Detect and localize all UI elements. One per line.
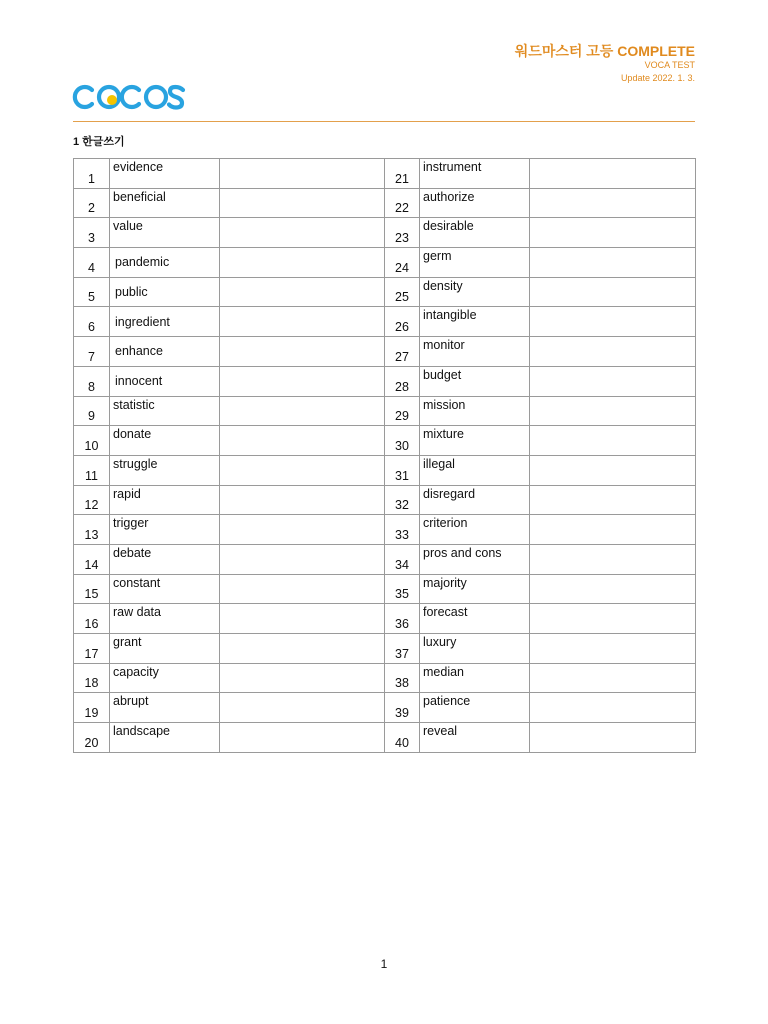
vocab-word: instrument (420, 159, 530, 189)
answer-cell[interactable] (220, 248, 385, 278)
vocab-word: median (420, 663, 530, 693)
document-header (515, 43, 695, 85)
item-number: 1 (74, 159, 110, 189)
answer-cell[interactable] (220, 485, 385, 515)
item-number: 39 (385, 693, 420, 723)
vocab-word: patience (420, 693, 530, 723)
item-number: 3 (74, 218, 110, 248)
vocab-word: landscape (110, 723, 220, 753)
table-row (74, 693, 696, 723)
page-number: 1 (380, 957, 388, 971)
item-number: 29 (385, 396, 420, 426)
vocab-word: luxury (420, 634, 530, 664)
item-number: 21 (385, 159, 420, 189)
vocab-word: criterion (420, 515, 530, 545)
item-number: 7 (74, 337, 110, 367)
table-row (74, 218, 696, 248)
update-date: Update 2022. 1. 3. (620, 73, 695, 83)
item-number: 16 (74, 604, 110, 634)
answer-cell[interactable] (530, 159, 696, 189)
answer-cell[interactable] (530, 604, 696, 634)
item-number: 6 (74, 307, 110, 337)
item-number: 12 (74, 485, 110, 515)
answer-cell[interactable] (530, 455, 696, 485)
vocab-word: density (420, 277, 530, 307)
table-row (74, 544, 696, 574)
answer-cell[interactable] (220, 218, 385, 248)
answer-cell[interactable] (530, 337, 696, 367)
answer-cell[interactable] (220, 188, 385, 218)
table-row (74, 159, 696, 189)
table-row (74, 307, 696, 337)
cocos-logo (72, 82, 186, 112)
vocab-word: intangible (420, 307, 530, 337)
vocabulary-rows (74, 159, 696, 753)
table-row (74, 337, 696, 367)
answer-cell[interactable] (220, 307, 385, 337)
answer-cell[interactable] (530, 634, 696, 664)
answer-cell[interactable] (530, 188, 696, 218)
table-row (74, 604, 696, 634)
answer-cell[interactable] (220, 604, 385, 634)
answer-cell[interactable] (220, 159, 385, 189)
item-number: 13 (74, 515, 110, 545)
table-row (74, 723, 696, 753)
vocab-word: evidence (110, 159, 220, 189)
vocab-word: forecast (420, 604, 530, 634)
vocab-word: donate (110, 426, 220, 456)
vocab-word: pandemic (110, 248, 220, 278)
vocab-word: debate (110, 544, 220, 574)
item-number: 11 (74, 455, 110, 485)
vocab-word: reveal (420, 723, 530, 753)
item-number: 25 (385, 277, 420, 307)
answer-cell[interactable] (530, 307, 696, 337)
item-number: 30 (385, 426, 420, 456)
answer-cell[interactable] (220, 515, 385, 545)
item-number: 5 (74, 277, 110, 307)
item-number: 18 (74, 663, 110, 693)
item-number: 32 (385, 485, 420, 515)
vocab-word: trigger (110, 515, 220, 545)
table-row (74, 515, 696, 545)
vocab-word: budget (420, 366, 530, 396)
item-number: 8 (74, 366, 110, 396)
vocab-word: constant (110, 574, 220, 604)
vocab-word: beneficial (110, 188, 220, 218)
answer-cell[interactable] (530, 693, 696, 723)
vocab-word: authorize (420, 188, 530, 218)
table-row (74, 277, 696, 307)
answer-cell[interactable] (220, 634, 385, 664)
vocab-word: raw data (110, 604, 220, 634)
vocab-word: value (110, 218, 220, 248)
item-number: 2 (74, 188, 110, 218)
table-row (74, 248, 696, 278)
item-number: 19 (74, 693, 110, 723)
section-title: 1 한글쓰기 (73, 136, 125, 148)
vocab-word: grant (110, 634, 220, 664)
document-title: 워드마스터 고등 COMPLETE (514, 43, 695, 59)
item-number: 14 (74, 544, 110, 574)
item-number: 23 (385, 218, 420, 248)
item-number: 4 (74, 248, 110, 278)
item-number: 24 (385, 248, 420, 278)
table-row (74, 396, 696, 426)
item-number: 38 (385, 663, 420, 693)
item-number: 22 (385, 188, 420, 218)
vocabulary-table (73, 158, 696, 753)
answer-cell[interactable] (220, 396, 385, 426)
vocab-word: monitor (420, 337, 530, 367)
answer-cell[interactable] (220, 366, 385, 396)
vocab-word: rapid (110, 485, 220, 515)
vocab-word: capacity (110, 663, 220, 693)
answer-cell[interactable] (530, 426, 696, 456)
vocab-word: mission (420, 396, 530, 426)
item-number: 17 (74, 634, 110, 664)
item-number: 35 (385, 574, 420, 604)
item-number: 10 (74, 426, 110, 456)
vocab-word: pros and cons (420, 544, 530, 574)
answer-cell[interactable] (530, 544, 696, 574)
answer-cell[interactable] (530, 366, 696, 396)
vocab-word: illegal (420, 455, 530, 485)
answer-cell[interactable] (220, 337, 385, 367)
vocab-word: disregard (420, 485, 530, 515)
answer-cell[interactable] (220, 277, 385, 307)
table-row (74, 634, 696, 664)
answer-cell[interactable] (530, 485, 696, 515)
item-number: 40 (385, 723, 420, 753)
answer-cell[interactable] (220, 574, 385, 604)
item-number: 37 (385, 634, 420, 664)
vocab-word: desirable (420, 218, 530, 248)
document-subtitle: VOCA TEST (644, 60, 695, 70)
item-number: 31 (385, 455, 420, 485)
vocab-word: enhance (110, 337, 220, 367)
header-divider (73, 121, 695, 122)
table-row (74, 455, 696, 485)
vocab-word: germ (420, 248, 530, 278)
answer-cell[interactable] (220, 693, 385, 723)
item-number: 34 (385, 544, 420, 574)
answer-cell[interactable] (220, 426, 385, 456)
vocab-word: mixture (420, 426, 530, 456)
answer-cell[interactable] (530, 396, 696, 426)
vocab-word: ingredient (110, 307, 220, 337)
answer-cell[interactable] (530, 723, 696, 753)
answer-cell[interactable] (220, 455, 385, 485)
answer-cell[interactable] (530, 277, 696, 307)
vocab-word: abrupt (110, 693, 220, 723)
vocab-word: statistic (110, 396, 220, 426)
item-number: 36 (385, 604, 420, 634)
answer-cell[interactable] (220, 723, 385, 753)
table-row (74, 426, 696, 456)
item-number: 33 (385, 515, 420, 545)
answer-cell[interactable] (220, 663, 385, 693)
item-number: 20 (74, 723, 110, 753)
vocab-word: innocent (110, 366, 220, 396)
item-number: 26 (385, 307, 420, 337)
answer-cell[interactable] (530, 248, 696, 278)
item-number: 15 (74, 574, 110, 604)
table-row (74, 574, 696, 604)
vocab-word: public (110, 277, 220, 307)
vocab-word: struggle (110, 455, 220, 485)
item-number: 28 (385, 366, 420, 396)
item-number: 9 (74, 396, 110, 426)
vocab-word: majority (420, 574, 530, 604)
table-row (74, 485, 696, 515)
item-number: 27 (385, 337, 420, 367)
table-row (74, 663, 696, 693)
answer-cell[interactable] (530, 574, 696, 604)
answer-cell[interactable] (220, 544, 385, 574)
answer-cell[interactable] (530, 515, 696, 545)
answer-cell[interactable] (530, 218, 696, 248)
table-row (74, 188, 696, 218)
answer-cell[interactable] (530, 663, 696, 693)
table-row (74, 366, 696, 396)
